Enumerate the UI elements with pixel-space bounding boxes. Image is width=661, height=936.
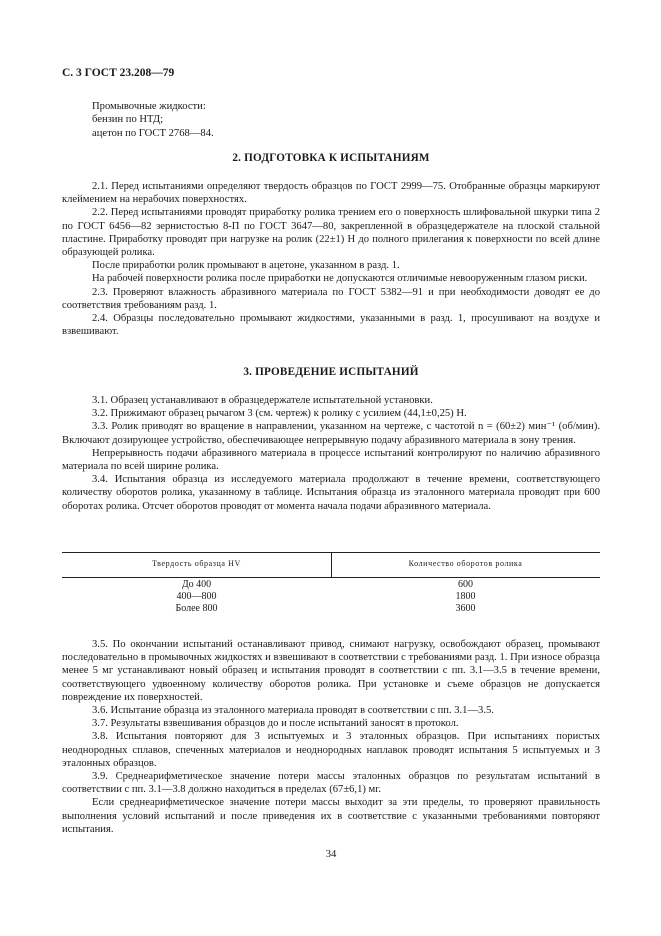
- paragraph: 3.5. По окончании испытаний останавливают привод, снимают нагрузку, освобождают образец, промывают последовательно в промывочных жидкостях и взвешивают в соответствии с требованиями разд. 1. При износе образца менее 5 мг устанавливают новый образец и испытания проводят в соответствии с пп. 3.1—3.5 в течение времени, соответствующего удвоенному количеству оборотов ролика. При установке и съеме образцов не допускается повреждение их поверхностей.: [62, 639, 600, 703]
- paragraph: 3.1. Образец устанавливают в образцедержателе испытательной установки.: [92, 395, 433, 406]
- paragraph: 3.9. Среднеарифметическое значение потери массы эталонных образцов по результатам испытаний в соответствии с пп. 3.1—3.8 должно находиться в пределах (67±6,1) мг.: [62, 771, 600, 796]
- section-3-continued: [62, 638, 600, 836]
- table-cell: Более 800: [175, 602, 218, 614]
- paragraph: После приработки ролик промывают в ацетоне, указанном в разд. 1.: [92, 260, 400, 272]
- table-cell: 3600: [455, 602, 476, 614]
- paragraph: 3.3. Ролик приводят во вращение в направлении, указанном на чертеже, с частотой n = (60±2) мин⁻¹ (об/мин). Включают дозирующее устройство, обеспечивающее непрерывную подачу абразивного материала в зону трения.: [62, 421, 600, 446]
- paragraph: 2.1. Перед испытаниями определяют твердость образцов по ГОСТ 2999—75. Отобранные образцы маркируют клеймением на нерабочих поверхностях.: [62, 181, 600, 206]
- table-cell: 400—800: [176, 590, 217, 602]
- section-2-title: 2. ПОДГОТОВКА К ИСПЫТАНИЯМ: [232, 152, 430, 164]
- paragraph: 3.8. Испытания повторяют для 3 испытуемых и 3 эталонных образцов. При испытаниях пористых неоднородных сплавов, спеченных материалов и неоднородных наплавок проводят испытания 5 испытуемых и 3 эталонных образцов.: [62, 731, 600, 769]
- paragraph: 2.2. Перед испытаниями проводят приработку ролика трением его о поверхность шлифовальной шкурки типа 2 по ГОСТ 6456—82 зернистостью 8-П по ГОСТ 3647—80, закрепленной в образцедержателе на плоской стальной пластине. Приработку проводят при нагрузке на ролик (22±1) Н до полного прилегания к поверхности по всей длине образующей ролика.: [62, 207, 600, 259]
- intro-line: ацетон по ГОСТ 2768—84.: [92, 127, 214, 139]
- paragraph: На рабочей поверхности ролика после приработки не допускаются отличимые невооруженным глазом риски.: [92, 273, 588, 285]
- table-cell: 600: [458, 579, 473, 590]
- table-header-revolutions: Количество оборотов ролика: [408, 559, 523, 568]
- section-2-body: [62, 180, 600, 338]
- table-column-revolutions: [331, 579, 600, 614]
- table-header-hardness: Твердость образца HV: [152, 559, 241, 568]
- paragraph: 2.3. Проверяют влажность абразивного материала по ГОСТ 5382—91 и при необходимости доводят ее до соответствия требованиям разд. 1.: [62, 286, 600, 311]
- paragraph: 3.4. Испытания образца из исследуемого материала продолжают в течение времени, соответствующего количеству оборотов ролика, указанному в таблице. Испытания образца из эталонного материала проводят при 600 оборотах ролика. Отсчет оборотов проводят от момента начала подачи абразивного материала.: [62, 474, 600, 512]
- paragraph: 3.2. Прижимают образец рычагом 3 (см. чертеж) к ролику с усилием (44,1±0,25) Н.: [92, 408, 467, 420]
- table-column-hardness: [62, 579, 331, 614]
- paragraph: Непрерывность подачи абразивного материала в процессе испытаний контролируют по наличию абразивного материала по всей ширине ролика.: [62, 447, 600, 473]
- table-cell: До 400: [181, 579, 212, 590]
- page-number: 34: [325, 849, 337, 860]
- washing-liquids-list: [92, 100, 214, 140]
- paragraph: 2.4. Образцы последовательно промывают жидкостями, указанными в разд. 1, просушивают на воздухе и взвешивают.: [62, 313, 600, 338]
- page-header: С. 3 ГОСТ 23.208—79: [62, 67, 175, 79]
- table-header-rule: [62, 577, 600, 578]
- paragraph: 3.6. Испытание образца из эталонного материала проводят в соответствии с пп. 3.1—3.5.: [92, 705, 494, 717]
- paragraph: Если среднеарифметическое значение потери массы выходит за эти пределы, то проверяют правильность выполнения условий испытаний и после приведения их в соответствие с указанными требованиями повторяют испытания.: [62, 797, 600, 835]
- paragraph: 3.7. Результаты взвешивания образцов до и после испытаний заносят в протокол.: [92, 718, 459, 730]
- section-3-body: [62, 394, 600, 513]
- intro-line: бензин по НТД;: [92, 114, 164, 126]
- intro-line: Промывочные жидкости:: [92, 101, 206, 112]
- section-3-title: 3. ПРОВЕДЕНИЕ ИСПЫТАНИЙ: [243, 366, 419, 378]
- table-cell: 1800: [455, 590, 476, 602]
